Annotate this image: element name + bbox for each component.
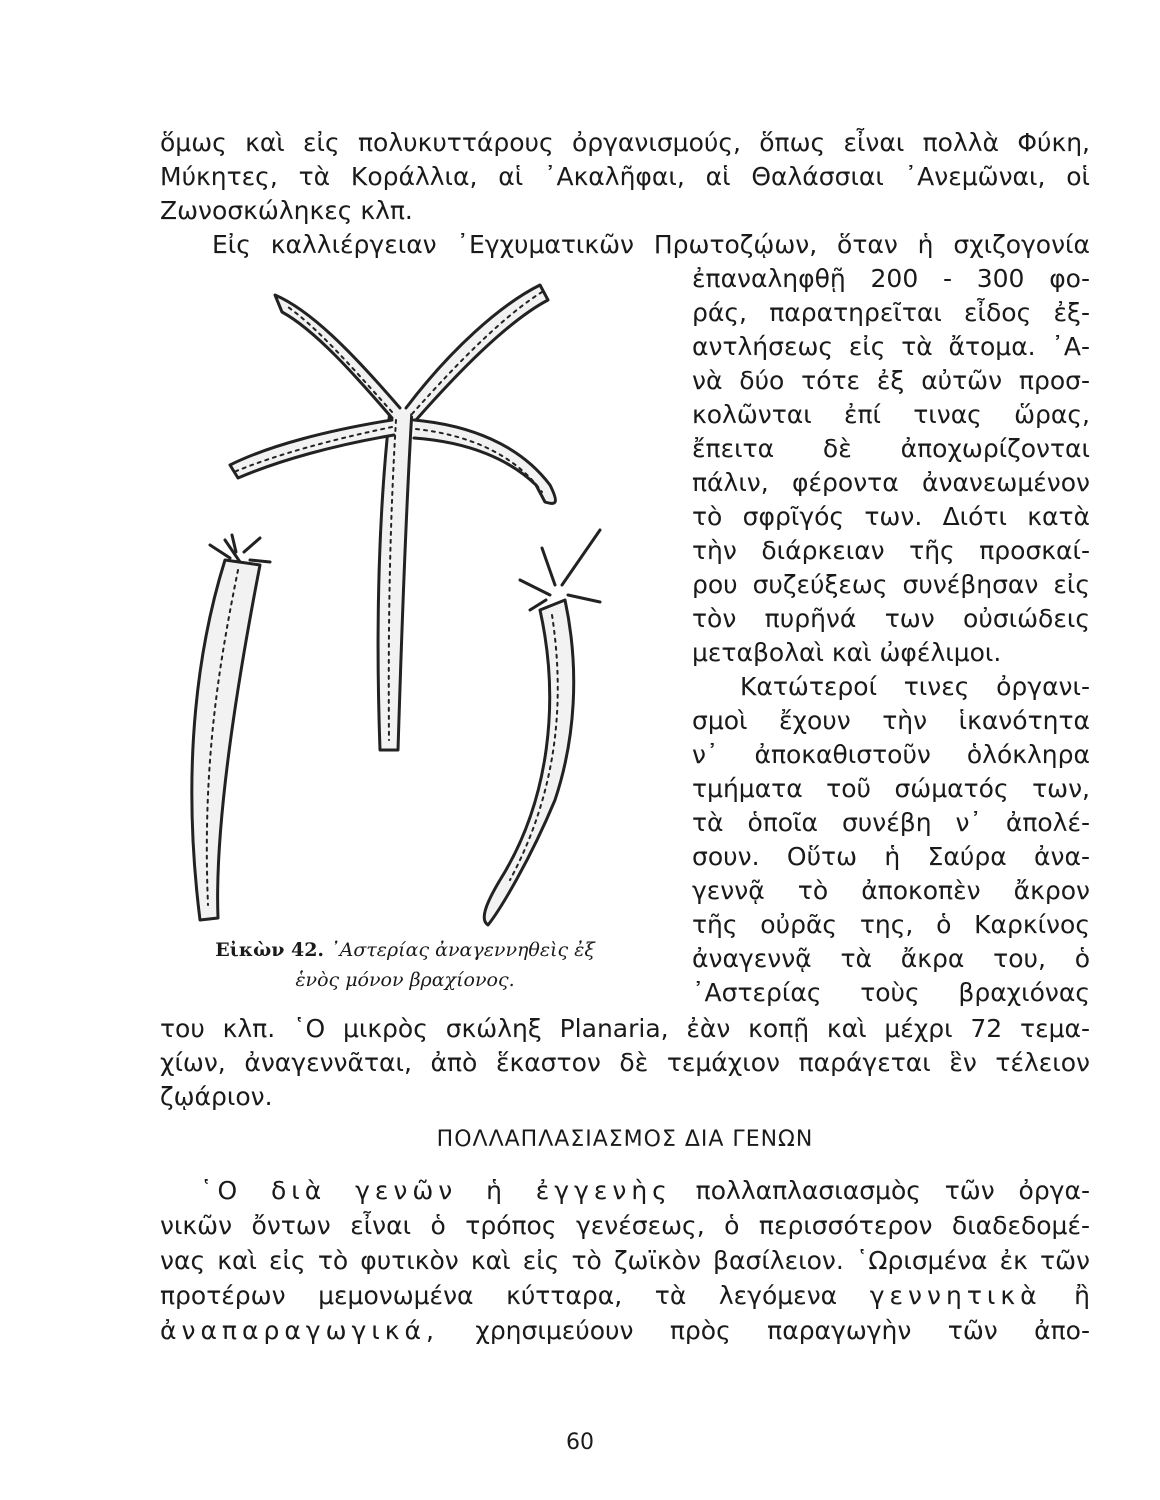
text-line: Ζωνοσκώληκες κλπ.: [160, 196, 413, 225]
text-line: αντλήσεως εἰς τὰ ἄτομα. ᾽Α-: [692, 332, 1090, 361]
text-span: χρησιμεύουν πρὸς παραγωγὴν τῶν ἀπο-: [475, 1316, 1090, 1345]
text-span: πολλαπλασιασμὸς τῶν ὀργα-: [695, 1176, 1090, 1205]
text-line: σμοὶ ἔχουν τὴν ἱκανότητα: [692, 706, 1090, 735]
text-line: [160, 1314, 1090, 1348]
emphasized-text: γεννητικὰ: [869, 1281, 1042, 1310]
text-line: ἀναγεννᾷ τὰ ἄκρα του, ὁ: [692, 944, 1090, 973]
text-line: μεταβολαὶ καὶ ὠφέλιμοι.: [692, 638, 1002, 667]
text-line: τὴν διάρκειαν τῆς προσκαί-: [692, 536, 1090, 565]
text-line: του κλπ. ῾Ο μικρὸς σκώληξ Planaria, ἐὰν κοπῇ καὶ μέχρι 72 τεμα-: [160, 1014, 1090, 1043]
starfish-illustration: [170, 280, 640, 930]
text-line: τὸν πυρῆνά των οὐσιώδεις: [692, 604, 1090, 633]
text-line: ράς, παρατηρεῖται εἶδος ἐξ-: [692, 298, 1090, 327]
text-line: τὸ σφρῖγός των. Διότι κατὰ: [692, 502, 1090, 531]
text-line: Εἰς καλλιέργειαν ᾽Εγχυματικῶν Πρωτοζῴων, ὅταν ἡ σχιζογονία: [212, 230, 1090, 259]
text-line: ἔπειτα δὲ ἀποχωρίζονται: [692, 434, 1090, 463]
text-line: τὰ ὁποῖα συνέβη ν᾽ ἀπολέ-: [692, 808, 1090, 837]
caption-text: ᾽Αστερίας ἀναγεννηθεὶς ἐξ: [330, 939, 595, 961]
text-line: ρου συζεύξεως συνέβησαν εἰς: [692, 570, 1090, 599]
text-line: σουν. Οὕτω ἡ Σαύρα ἀνα-: [692, 842, 1090, 871]
text-line: νας καὶ εἰς τὸ φυτικὸν καὶ εἰς τὸ ζωϊκὸν βασίλειον. ῾Ωρισμένα ἐκ τῶν: [160, 1246, 1090, 1275]
emphasized-text: ἀναπαραγωγικά,: [160, 1316, 439, 1345]
section-heading: ΠΟΛΛΑΠΛΑΣΙΑΣΜΟΣ ΔΙΑ ΓΕΝΩΝ: [436, 1127, 814, 1152]
text-line: Κατώτεροί τινες ὀργανι-: [740, 672, 1090, 701]
text-line: ζῳάριον.: [160, 1082, 273, 1111]
text-line: γεννᾷ τὸ ἀποκοπὲν ἄκρον: [692, 876, 1090, 905]
page-number: 60: [566, 1430, 594, 1455]
figure-caption: [170, 935, 640, 995]
text-line: νὰ δύο τότε ἐξ αὐτῶν προσ-: [692, 366, 1090, 395]
text-line: τμήματα τοῦ σώματός των,: [692, 774, 1090, 803]
text-line: ᾽Αστερίας τοὺς βραχιόνας: [692, 978, 1090, 1007]
text-line: ν᾽ ἀποκαθιστοῦν ὁλόκληρα: [692, 740, 1090, 769]
text-line: τῆς οὐρᾶς της, ὁ Καρκίνος: [692, 910, 1090, 939]
caption-line: [170, 935, 640, 965]
text-span: προτέρων μεμονωμένα κύτταρα, τὰ λεγόμενα: [160, 1281, 838, 1310]
text-line: χίων, ἀναγεννᾶται, ἀπὸ ἕκαστον δὲ τεμάχιον παράγεται ἓν τέλειον: [160, 1048, 1090, 1077]
text-line: πάλιν, φέροντα ἀνανεωμένον: [692, 468, 1090, 497]
text-line: ὅμως καὶ εἰς πολυκυττάρους ὀργανισμούς, ὅπως εἶναι πολλὰ Φύκη,: [160, 128, 1090, 157]
caption-line: ἑνὸς μόνον βραχίονος.: [295, 969, 515, 991]
text-line: νικῶν ὄντων εἶναι ὁ τρόπος γενέσεως, ὁ περισσότερον διαδεδομέ-: [160, 1211, 1090, 1240]
text-line: Μύκητες, τὰ Κοράλλια, αἱ ᾽Ακαλῆφαι, αἱ Θαλάσσιαι ᾽Ανεμῶναι, οἱ: [160, 162, 1090, 191]
text-line: κολῶνται ἐπί τινας ὥρας,: [692, 400, 1090, 429]
text-line: ἐπαναληφθῇ 200 - 300 φο-: [692, 264, 1090, 293]
text-line: [200, 1174, 1090, 1208]
text-span: ἢ: [1074, 1281, 1091, 1310]
emphasized-text: ῾Ο διὰ γενῶν ἡ ἐγγενὴς: [200, 1176, 672, 1205]
figure-label: Εἰκὼν 42.: [215, 939, 325, 961]
text-line: [160, 1279, 1090, 1313]
